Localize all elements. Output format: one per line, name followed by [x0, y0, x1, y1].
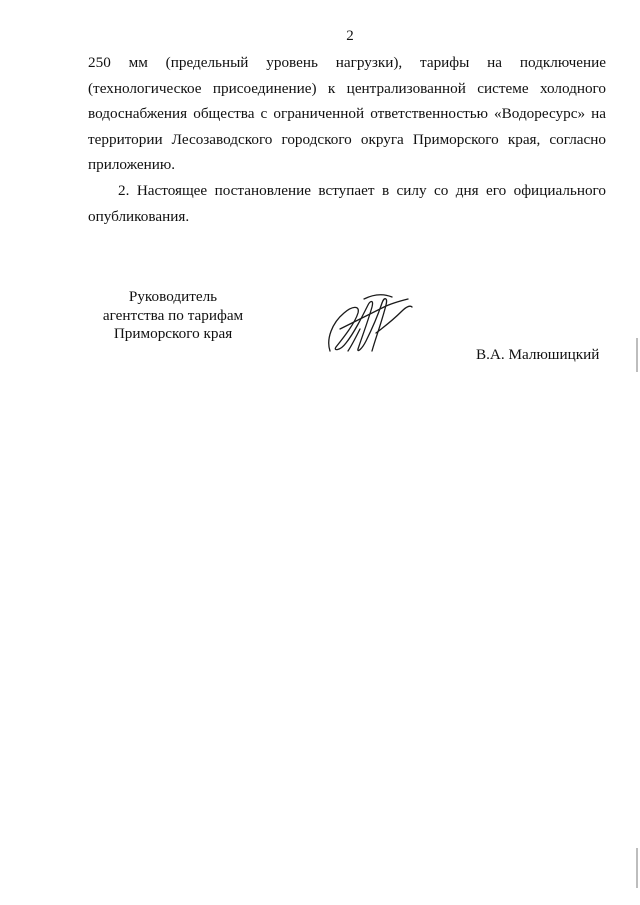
paragraph-tariffs: 250 мм (предельный уровень нагрузки), тарифы на подключение (технологическое присоединение) к централизованной системе холодного водоснабжения общества с ограниченной ответственностью «Водоресурс» на территории Лесозаводского городского округа Приморского края, согласно приложению. [88, 54, 606, 174]
paragraph-effective-date: 2. Настоящее постановление вступает в силу со дня его официального опубликования. [88, 181, 606, 225]
signer-position [88, 288, 258, 344]
signer-position-line-1: Руководитель [128, 288, 218, 305]
page-number: 2 [346, 28, 354, 44]
handwritten-signature [322, 293, 414, 357]
scan-edge-mark [636, 848, 638, 888]
signer-name: В.А. Малюшицкий [476, 346, 600, 363]
scan-edge-mark [636, 338, 638, 372]
signer-position-line-2: агентства по тарифам [102, 306, 244, 324]
document-body [88, 50, 606, 229]
signer-position-line-3: Приморского края [113, 325, 233, 343]
